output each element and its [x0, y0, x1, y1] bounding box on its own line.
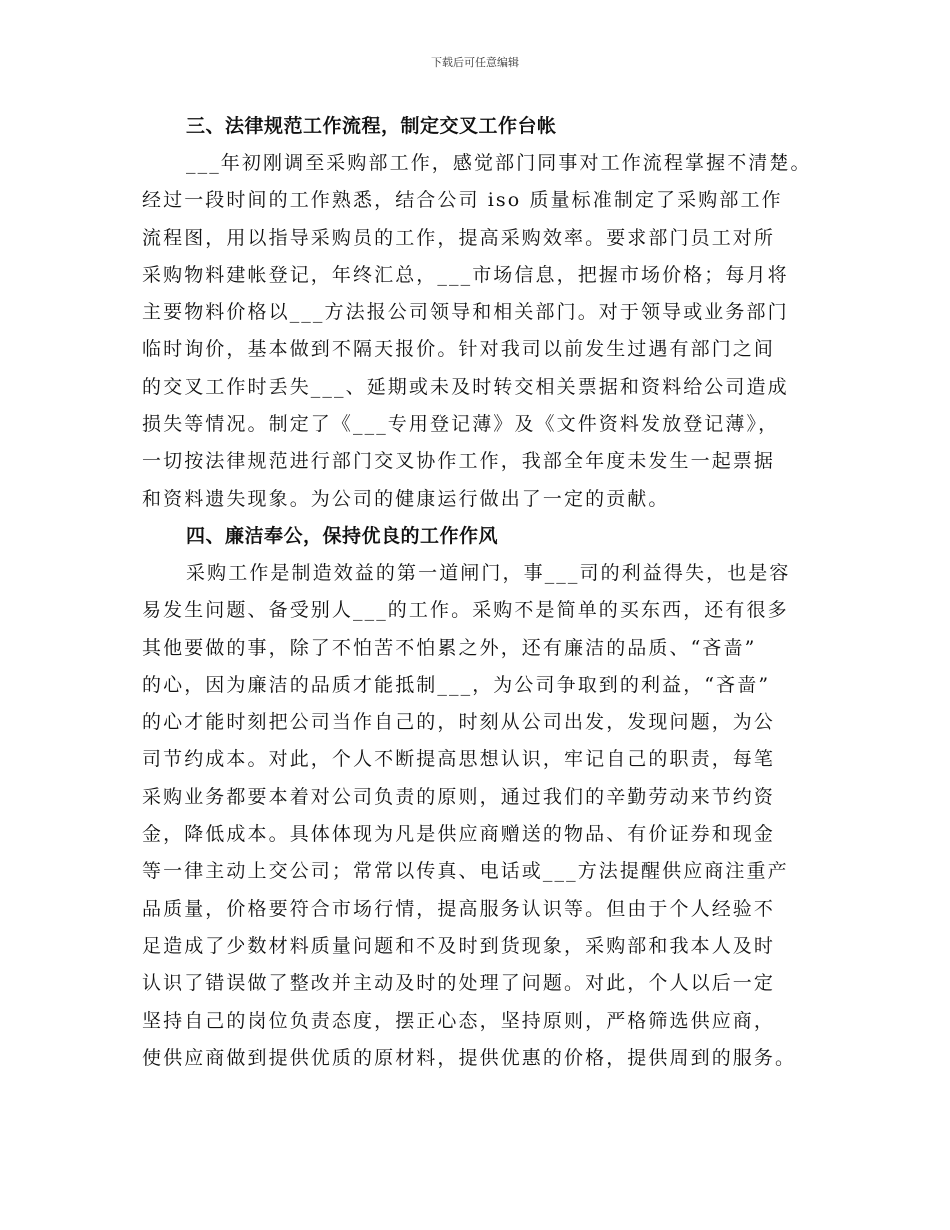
document-body: [142, 108, 818, 1077]
paragraph-line: 金，降低成本。具体体现为凡是供应商赠送的物品、有价证券和现金: [142, 823, 776, 846]
paragraph-line: 使供应商做到提供优质的原材料，提供优惠的价格，提供周到的服务。: [142, 1046, 797, 1069]
paragraph-line: 经过一段时间的工作熟悉，结合公司 iso 质量标准制定了采购部工作: [142, 189, 783, 212]
section-heading-3: 三、法律规范工作流程，制定交叉工作台帐: [186, 115, 557, 137]
paragraph-line: 的心才能时刻把公司当作自己的，时刻从公司出发，发现问题，为公: [142, 711, 776, 734]
section-paragraph-3: [142, 145, 818, 518]
paragraph-line: 损失等情况。制定了《___专用登记薄》及《文件资料发放登记薄》，: [142, 413, 780, 436]
paragraph-line: 等一律主动上交公司；常常以传真、电话或___方法提醒供应商注重产: [142, 860, 789, 883]
paragraph-line: 其他要做的事，除了不怕苦不怕累之外，还有廉洁的品质、“吝啬”: [142, 636, 757, 659]
paragraph-line: 品质量，价格要符合市场行情，提高服务认识等。但由于个人经验不: [142, 897, 776, 920]
page-header: 下载后可任意编辑: [431, 56, 519, 69]
paragraph-line: 的交叉工作时丢失___、延期或未及时转交相关票据和资料给公司造成: [142, 375, 789, 398]
paragraph-line: 一切按法律规范进行部门交叉协作工作，我部全年度未发生一起票据: [142, 450, 776, 473]
section-heading-4: 四、廉洁奉公，保持优良的工作作风: [186, 524, 499, 547]
paragraph-line: 和资料遗失现象。为公司的健康运行做出了一定的贡献。: [142, 487, 670, 510]
paragraph-line: 认识了错误做了整改并主动及时的处理了问题。对此，个人以后一定: [142, 972, 776, 995]
paragraph-line: 坚持自己的岗位负责态度，摆正心态，坚持原则，严格筛选供应商，: [142, 1009, 776, 1032]
paragraph-line: 的心，因为廉洁的品质才能抵制___，为公司争取到的利益，“吝啬”: [142, 673, 771, 696]
paragraph-line: 易发生问题、备受别人___的工作。采购不是简单的买东西，还有很多: [142, 599, 789, 622]
paragraph-line: 主要物料价格以___方法报公司领导和相关部门。对于领导或业务部门: [142, 301, 789, 324]
paragraph-line: 采购工作是制造效益的第一道闸门，事___司的利益得失，也是容: [186, 561, 791, 584]
section-paragraph-4: [142, 555, 818, 1077]
paragraph-line: 采购物料建帐登记，年终汇总，___市场信息，把握市场价格；每月将: [142, 263, 789, 286]
paragraph-line: 临时询价，基本做到不隔天报价。针对我司以前发生过遇有部门之间: [142, 338, 776, 361]
paragraph-line: 采购业务都要本着对公司负责的原则，通过我们的辛勤劳动来节约资: [142, 785, 776, 808]
paragraph-line: 流程图，用以指导采购员的工作，提高采购效率。要求部门员工对所: [142, 226, 776, 249]
paragraph-line: ___年初刚调至采购部工作，感觉部门同事对工作流程掌握不清楚。: [186, 152, 812, 174]
paragraph-line: 司节约成本。对此，个人不断提高思想认识，牢记自己的职责，每笔: [142, 748, 776, 771]
paragraph-line: 足造成了少数材料质量问题和不及时到货现象，采购部和我本人及时: [142, 934, 776, 957]
